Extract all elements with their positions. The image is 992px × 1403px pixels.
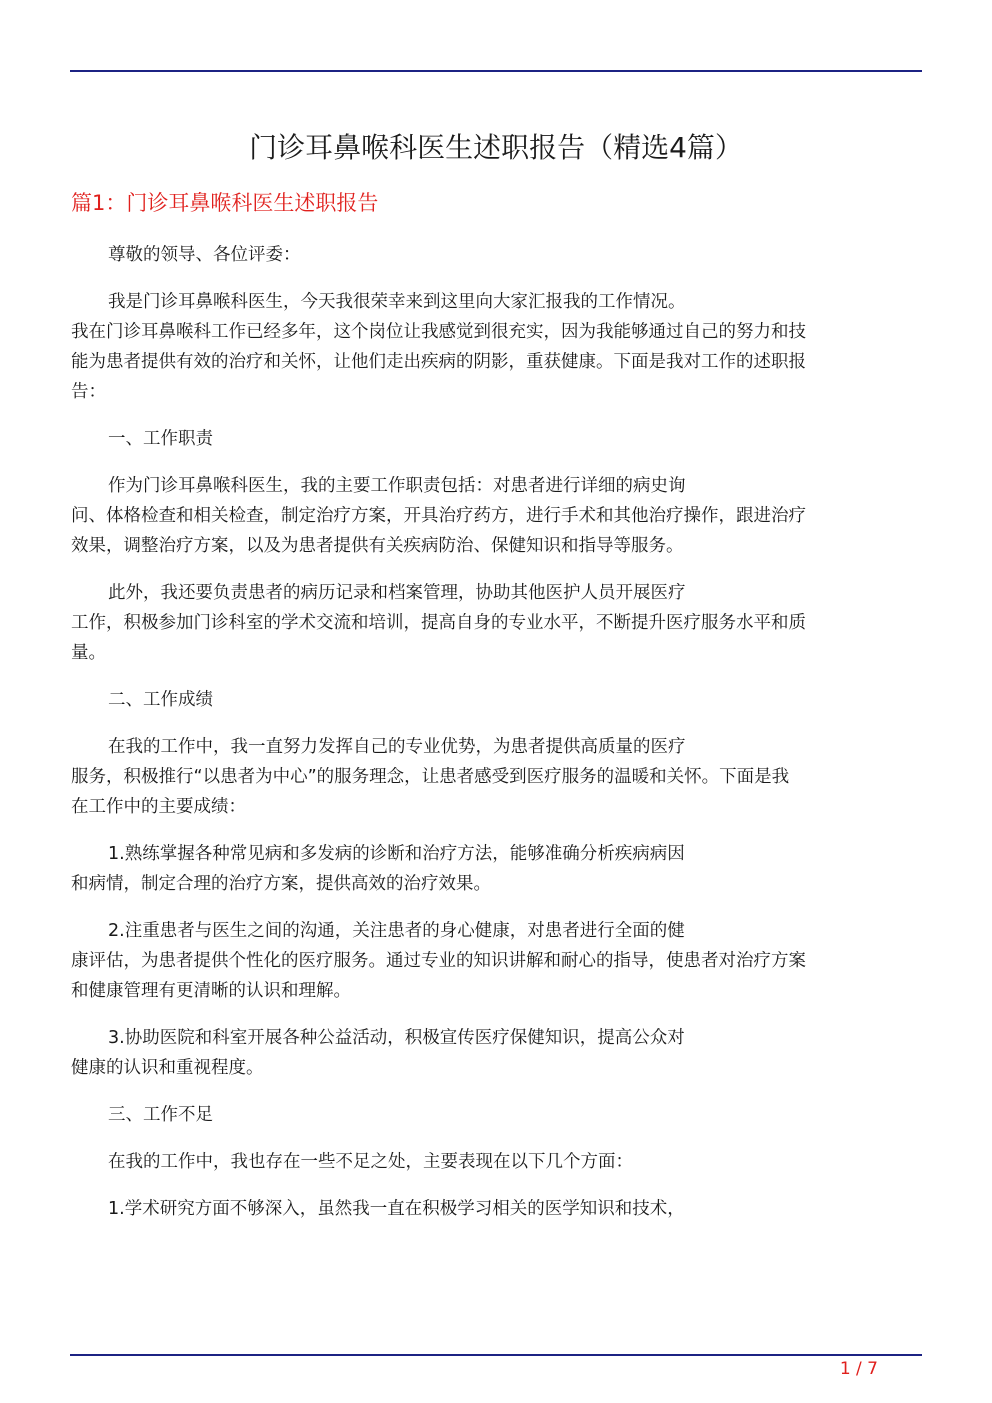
paragraph-duties (71, 471, 921, 561)
text-line: 和健康管理有更清晰的认识和理解。 (71, 981, 351, 1001)
text-line: 一、工作职责 (108, 429, 213, 449)
text-line: 健康的认识和重视程度。 (71, 1058, 264, 1078)
paragraph-achievement-3 (71, 1023, 921, 1083)
document-title: 门诊耳鼻喉科医生述职报告（精选4篇） (249, 131, 743, 164)
text-line: 2.注重患者与医生之间的沟通，关注患者的身心健康，对患者进行全面的健 (108, 921, 685, 941)
text-line: 我在门诊耳鼻喉科工作已经多年，这个岗位让我感觉到很充实，因为我能够通过自己的努力和技 (71, 322, 806, 342)
text-line: 工作，积极参加门诊科室的学术交流和培训，提高自身的专业水平，不断提升医疗服务水平和质 (71, 613, 806, 633)
paragraph-salutation (71, 240, 921, 270)
text-line: 1.熟练掌握各种常见病和多发病的诊断和治疗方法，能够准确分析疾病病因 (108, 844, 685, 864)
paragraph-achievements (71, 732, 921, 822)
text-line: 二、工作成绩 (108, 690, 213, 710)
page-number: 1 / 7 (839, 1359, 878, 1379)
document-body (71, 240, 921, 1241)
text-line: 在我的工作中，我也存在一些不足之处，主要表现在以下几个方面： (108, 1152, 633, 1172)
text-line: 我是门诊耳鼻喉科医生，今天我很荣幸来到这里向大家汇报我的工作情况。 (108, 292, 686, 312)
text-line: 在工作中的主要成绩： (71, 797, 246, 817)
text-line: 康评估，为患者提供个性化的医疗服务。通过专业的知识讲解和耐心的指导，使患者对治疗方案 (71, 951, 806, 971)
text-line: 1.学术研究方面不够深入，虽然我一直在积极学习相关的医学知识和技术， (108, 1199, 685, 1219)
text-line: 尊敬的领导、各位评委： (108, 245, 301, 265)
header-rule (70, 70, 922, 72)
text-line: 在我的工作中，我一直努力发挥自己的专业优势，为患者提供高质量的医疗 (108, 737, 686, 757)
paragraph-records (71, 578, 921, 668)
text-line: 作为门诊耳鼻喉科医生，我的主要工作职责包括：对患者进行详细的病史询 (108, 476, 686, 496)
subheading-shortcomings (71, 1100, 921, 1130)
text-line: 问、体格检查和相关检查，制定治疗方案，开具治疗药方，进行手术和其他治疗操作，跟进治疗 (71, 506, 806, 526)
paragraph-intro (71, 287, 921, 407)
footer-rule (70, 1354, 922, 1356)
text-line: 量。 (71, 643, 106, 663)
paragraph-achievement-2 (71, 916, 921, 1006)
text-line: 和病情，制定合理的治疗方案，提供高效的治疗效果。 (71, 874, 491, 894)
text-line: 能为患者提供有效的治疗和关怀，让他们走出疾病的阴影，重获健康。下面是我对工作的述职报 (71, 352, 806, 372)
paragraph-shortcomings (71, 1147, 921, 1177)
paragraph-achievement-1 (71, 839, 921, 899)
subheading-duties (71, 424, 921, 454)
text-line: 此外，我还要负责患者的病历记录和档案管理，协助其他医护人员开展医疗 (108, 583, 686, 603)
section-heading: 篇1：门诊耳鼻喉科医生述职报告 (71, 191, 379, 215)
text-line: 3.协助医院和科室开展各种公益活动，积极宣传医疗保健知识，提高公众对 (108, 1028, 685, 1048)
text-line: 告： (71, 382, 106, 402)
text-line: 服务，积极推行“以患者为中心”的服务理念，让患者感受到医疗服务的温暖和关怀。下面是我 (71, 767, 790, 787)
paragraph-shortcoming-1 (71, 1194, 921, 1224)
text-line: 效果，调整治疗方案，以及为患者提供有关疾病防治、保健知识和指导等服务。 (71, 536, 684, 556)
text-line: 三、工作不足 (108, 1105, 213, 1125)
subheading-achievements (71, 685, 921, 715)
